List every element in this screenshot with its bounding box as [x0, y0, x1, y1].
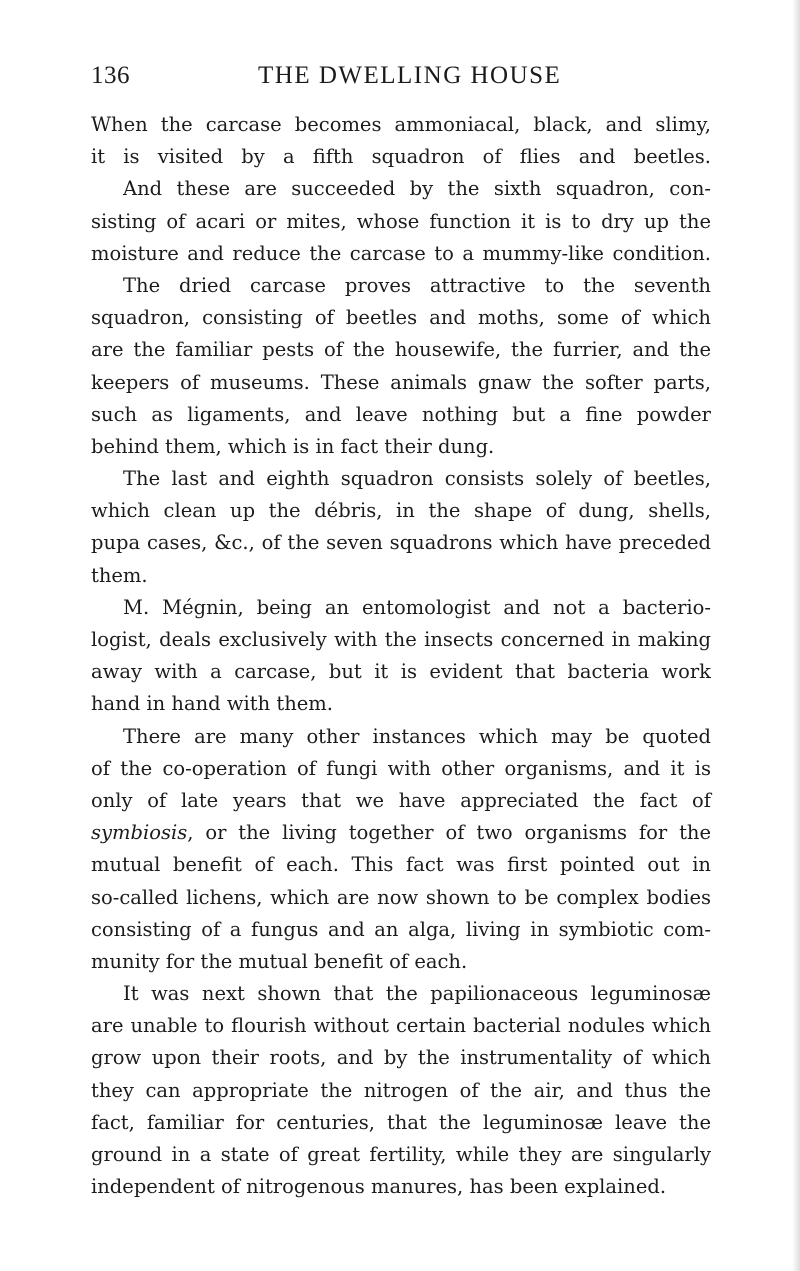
text-line: The last and eighth squadron consists solely of beetles,: [123, 467, 711, 491]
text-line: grow upon their roots, and by the instrumentality of which: [91, 1046, 711, 1070]
text-line: logist, deals exclusively with the insects concerned in making: [91, 628, 711, 651]
text-line: consisting of a fungus and an alga, living in symbiotic com-: [91, 917, 711, 941]
text-line: away with a carcase, but it is evident that bacteria work: [91, 660, 711, 684]
text-line: keepers of museums. These animals gnaw the softer parts,: [91, 370, 711, 394]
text-line: And these are succeeded by the sixth squadron, con-: [123, 177, 711, 201]
text-line: It was next shown that the papilionaceous leguminosæ: [123, 982, 711, 1006]
page-edge-shadow: [792, 0, 800, 1271]
text-line: independent of nitrogenous manures, has been explained.: [91, 1175, 667, 1199]
text-line: [91, 817, 711, 849]
text-line: munity for the mutual benefit of each.: [91, 949, 468, 973]
text-line: they can appropriate the nitrogen of the air, and thus the: [91, 1078, 711, 1102]
text-line: When the carcase becomes ammoniacal, black, and slimy,: [91, 113, 711, 136]
text-line: them.: [91, 563, 148, 587]
page-number: 136: [91, 62, 130, 89]
running-head: [91, 62, 711, 96]
text-line: which clean up the débris, in the shape of dung, shells,: [91, 499, 711, 523]
text-line: it is visited by a fifth squadron of flies and beetles.: [91, 145, 711, 169]
text-line: sisting of acari or mites, whose function it is to dry up the: [91, 209, 711, 233]
text-line: are unable to flourish without certain bacterial nodules which: [91, 1014, 711, 1038]
body-text: [91, 109, 711, 1203]
text-line: The dried carcase proves attractive to the seventh: [123, 273, 711, 297]
italic-term: symbiosis: [91, 821, 188, 845]
text-fragment: , or the living together of two organisms for the: [187, 821, 711, 845]
text-line: ground in a state of great fertility, while they are singularly: [91, 1143, 711, 1166]
text-line: behind them, which is in fact their dung.: [91, 434, 495, 458]
text-line: moisture and reduce the carcase to a mummy-like condition.: [91, 241, 711, 265]
text-line: There are many other instances which may be quoted: [123, 724, 711, 748]
text-line: such as ligaments, and leave nothing but a fine powder: [91, 402, 711, 426]
text-line: pupa cases, &c., of the seven squadrons which have preceded: [91, 531, 711, 555]
text-line: only of late years that we have appreciated the fact of: [91, 788, 711, 812]
running-title: THE DWELLING HOUSE: [258, 62, 562, 89]
text-line: of the co-operation of fungi with other organisms, and it is: [91, 756, 711, 780]
text-line: squadron, consisting of beetles and moths, some of which: [91, 306, 711, 330]
text-line: M. Mégnin, being an entomologist and not a bacterio-: [123, 595, 711, 619]
text-line: fact, familiar for centuries, that the leguminosæ leave the: [91, 1110, 711, 1134]
text-line: so-called lichens, which are now shown to be complex bodies: [91, 885, 711, 909]
text-line: mutual benefit of each. This fact was first pointed out in: [91, 853, 711, 877]
text-line: hand in hand with them.: [91, 692, 333, 716]
text-line: are the familiar pests of the housewife, the furrier, and the: [91, 338, 711, 362]
